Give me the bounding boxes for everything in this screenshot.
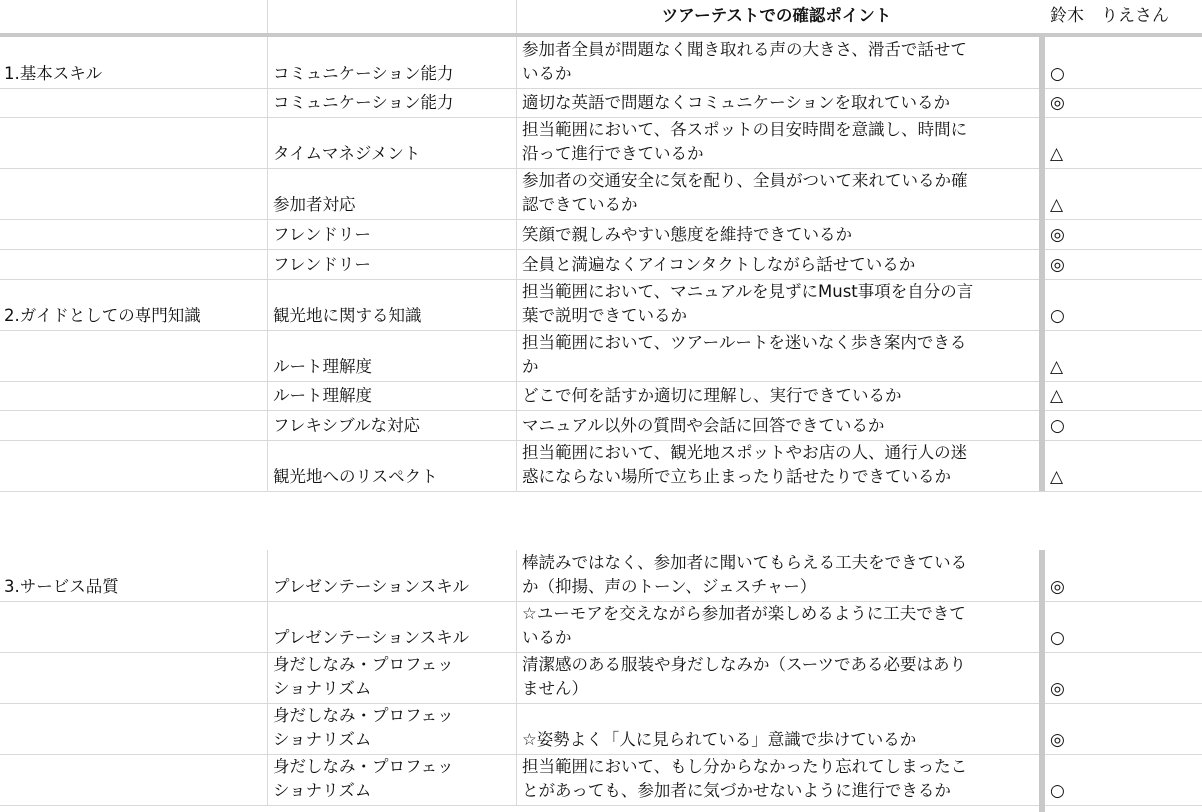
rating-cell[interactable]: ◎ bbox=[1050, 679, 1065, 699]
table-row bbox=[0, 754, 1202, 806]
table-row bbox=[0, 703, 1202, 755]
check-cell[interactable]: 清潔感のある服装や身だしなみか（スーツである必要はあり ません） bbox=[522, 655, 967, 698]
check-cell[interactable]: どこで何を話すか適切に理解し、実行できているか bbox=[522, 386, 902, 405]
header-cell-b[interactable] bbox=[268, 0, 517, 33]
category-cell[interactable] bbox=[0, 754, 268, 805]
skill-cell[interactable]: タイムマネジメント bbox=[268, 117, 517, 168]
check-cell[interactable]: 担当範囲において、もし分からなかったり忘れてしまったこ とがあっても、参加者に気づかせないように進行できるか bbox=[522, 757, 968, 800]
rating-cell[interactable]: ○ bbox=[1050, 628, 1065, 648]
skill-cell[interactable]: ルート理解度 bbox=[268, 381, 517, 410]
check-cell[interactable]: ☆ユーモアを交えながら参加者が楽しめるように工夫できて いるか bbox=[522, 604, 966, 647]
check-cell[interactable]: 担当範囲において、観光地スポットやお店の人、通行人の迷 惑にならない場所で立ち止まったり話せたりできているか bbox=[522, 443, 968, 486]
header-title[interactable]: ツアーテストでの確認ポイント bbox=[661, 5, 892, 25]
category-cell[interactable] bbox=[0, 381, 268, 410]
skill-cell[interactable]: 参加者対応 bbox=[268, 168, 517, 219]
check-cell[interactable]: 参加者の交通安全に気を配り、全員がついて来れているか確 認できているか bbox=[522, 171, 968, 214]
rating-cell[interactable]: ○ bbox=[1050, 781, 1065, 801]
table-row bbox=[0, 601, 1202, 653]
rating-cell[interactable]: ◎ bbox=[1050, 255, 1065, 275]
rating-cell[interactable]: ○ bbox=[1050, 64, 1065, 84]
skill-cell[interactable]: 身だしなみ・プロフェッ ショナリズム bbox=[268, 703, 517, 754]
category-cell[interactable] bbox=[0, 601, 268, 652]
table-row bbox=[0, 37, 1202, 89]
category-cell[interactable]: 2.ガイドとしての専門知識 bbox=[0, 279, 268, 330]
check-cell[interactable]: 笑顔で親しみやすい態度を維持できているか bbox=[522, 225, 852, 244]
header-cell-a[interactable] bbox=[0, 0, 268, 33]
skill-cell[interactable]: ルート理解度 bbox=[268, 330, 517, 381]
header-person[interactable]: 鈴木 りえさん bbox=[1050, 5, 1169, 26]
table-row bbox=[0, 652, 1202, 704]
header-row bbox=[0, 0, 1202, 34]
column-divider bbox=[1039, 37, 1045, 491]
table-row bbox=[0, 381, 1202, 411]
category-cell[interactable] bbox=[0, 440, 268, 491]
skill-cell[interactable]: プレゼンテーションスキル bbox=[268, 550, 517, 601]
category-cell[interactable] bbox=[0, 410, 268, 440]
column-divider bbox=[1039, 550, 1045, 812]
category-cell[interactable] bbox=[0, 117, 268, 168]
skill-cell[interactable]: 観光地に関する知識 bbox=[268, 279, 517, 330]
category-cell[interactable] bbox=[0, 219, 268, 249]
skill-cell[interactable]: フレンドリー bbox=[268, 219, 517, 249]
category-cell[interactable] bbox=[0, 168, 268, 219]
category-cell[interactable]: 3.サービス品質 bbox=[0, 550, 268, 601]
table-row bbox=[0, 88, 1202, 118]
skill-cell[interactable]: コミュニケーション能力 bbox=[268, 37, 517, 88]
category-cell[interactable]: 1.基本スキル bbox=[0, 37, 268, 88]
rating-cell[interactable]: ○ bbox=[1050, 306, 1065, 326]
table-row bbox=[0, 117, 1202, 169]
rating-cell[interactable]: ◎ bbox=[1050, 93, 1065, 113]
table-row bbox=[0, 249, 1202, 280]
skill-cell[interactable]: プレゼンテーションスキル bbox=[268, 601, 517, 652]
category-cell[interactable] bbox=[0, 703, 268, 754]
skill-cell[interactable]: 観光地へのリスペクト bbox=[268, 440, 517, 491]
table-row bbox=[0, 330, 1202, 382]
table-row bbox=[0, 410, 1202, 441]
table-row bbox=[0, 279, 1202, 331]
check-cell[interactable]: 担当範囲において、ツアールートを迷いなく歩き案内できる か bbox=[522, 333, 967, 376]
table-row bbox=[0, 440, 1202, 492]
table-row bbox=[0, 219, 1202, 250]
category-cell[interactable] bbox=[0, 249, 268, 279]
rating-cell[interactable]: △ bbox=[1050, 144, 1064, 164]
check-cell[interactable]: 担当範囲において、各スポットの目安時間を意識し、時間に 沿って進行できているか bbox=[522, 120, 968, 163]
check-cell[interactable]: 適切な英語で問題なくコミュニケーションを取れているか bbox=[522, 93, 951, 112]
check-cell[interactable]: 棒読みではなく、参加者に聞いてもらえる工夫をできている か（抑揚、声のトーン、ジェスチャー） bbox=[522, 553, 968, 596]
check-cell[interactable]: 担当範囲において、マニュアルを見ずにMust事項を自分の言 葉で説明できているか bbox=[522, 282, 974, 325]
category-cell[interactable] bbox=[0, 330, 268, 381]
rating-cell[interactable]: ○ bbox=[1050, 416, 1065, 436]
skill-cell[interactable]: フレキシブルな対応 bbox=[268, 410, 517, 440]
category-cell[interactable] bbox=[0, 88, 268, 117]
rating-cell[interactable]: ◎ bbox=[1050, 225, 1065, 245]
rating-cell[interactable]: ◎ bbox=[1050, 577, 1065, 597]
table-row bbox=[0, 168, 1202, 220]
check-cell[interactable]: 参加者全員が問題なく聞き取れる声の大きさ、滑舌で話せて いるか bbox=[522, 40, 967, 83]
table-row bbox=[0, 550, 1202, 602]
rating-cell[interactable]: ◎ bbox=[1050, 730, 1065, 750]
rating-cell[interactable]: △ bbox=[1050, 357, 1064, 377]
skill-cell[interactable]: コミュニケーション能力 bbox=[268, 88, 517, 117]
skill-cell[interactable]: 身だしなみ・プロフェッ ショナリズム bbox=[268, 754, 517, 805]
skill-cell[interactable]: フレンドリー bbox=[268, 249, 517, 279]
rating-cell[interactable]: △ bbox=[1050, 467, 1064, 487]
skill-cell[interactable]: 身だしなみ・プロフェッ ショナリズム bbox=[268, 652, 517, 703]
rating-cell[interactable]: △ bbox=[1050, 195, 1064, 215]
category-cell[interactable] bbox=[0, 652, 268, 703]
check-cell[interactable]: マニュアル以外の質問や会話に回答できているか bbox=[522, 416, 885, 435]
check-cell[interactable]: ☆姿勢よく「人に見られている」意識で歩けているか bbox=[522, 730, 917, 749]
rating-cell[interactable]: △ bbox=[1050, 386, 1064, 406]
check-cell[interactable]: 全員と満遍なくアイコンタクトしながら話せているか bbox=[522, 255, 916, 274]
